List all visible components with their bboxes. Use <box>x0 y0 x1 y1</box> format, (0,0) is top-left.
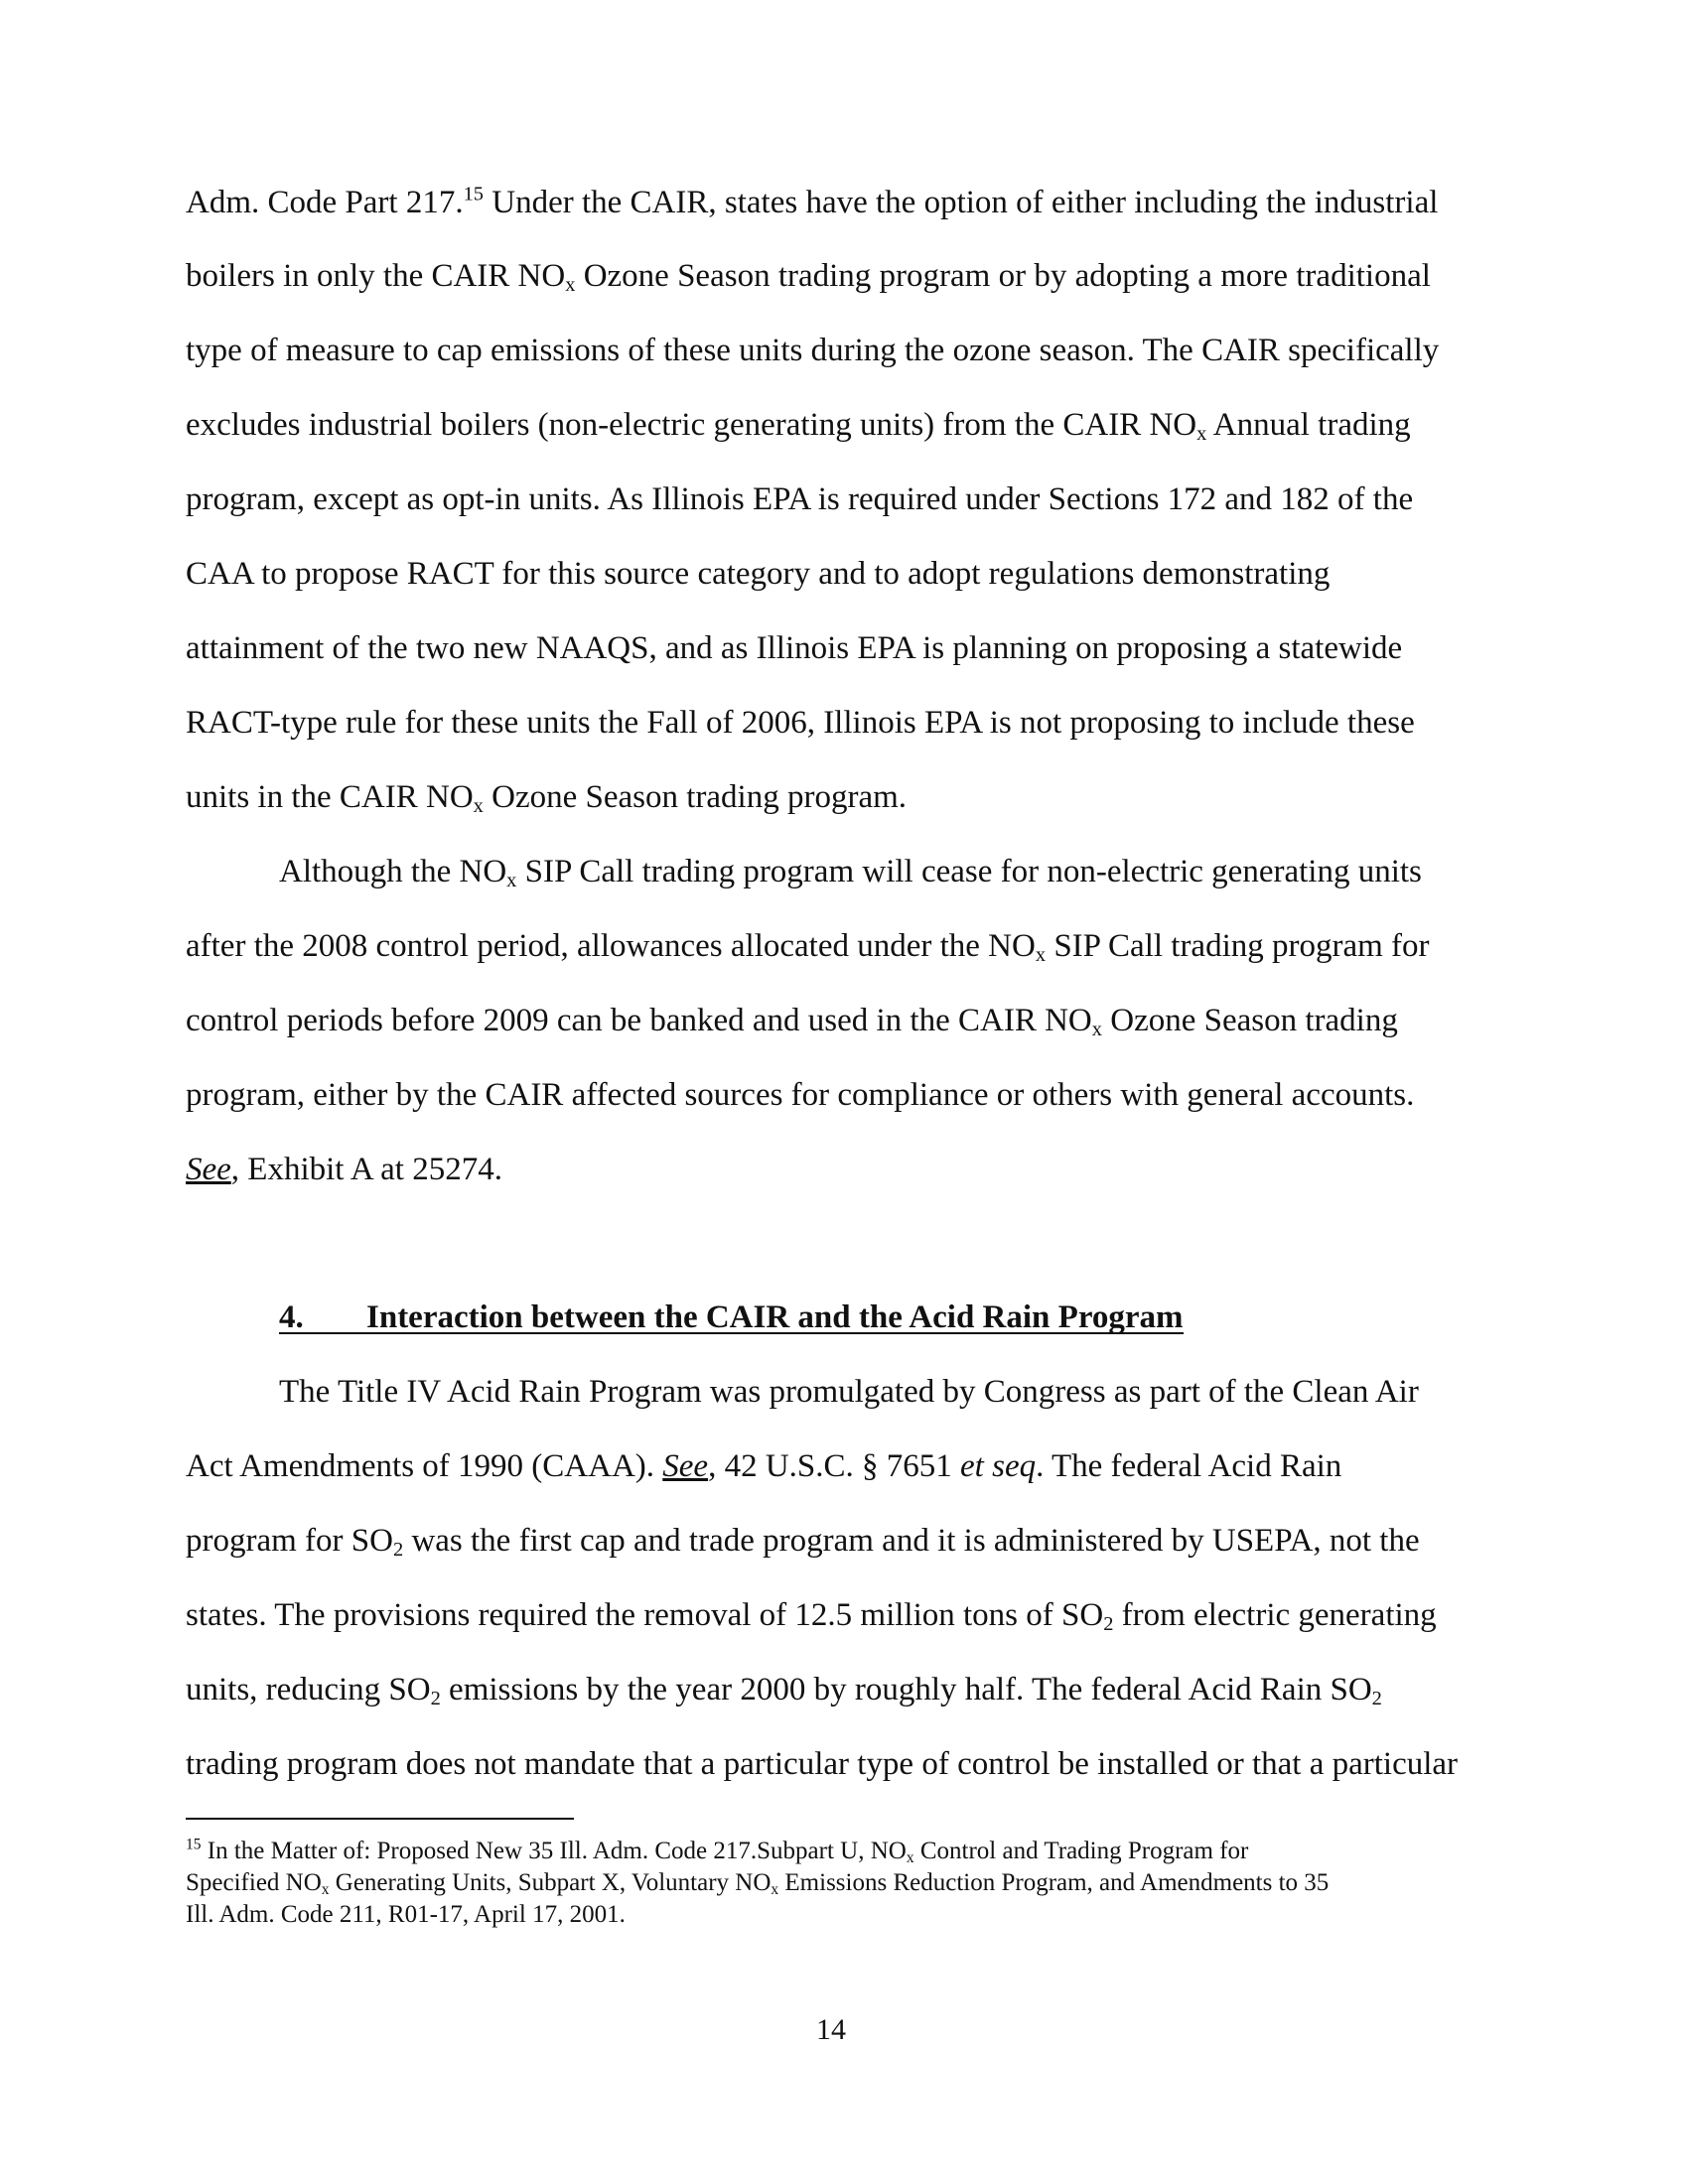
text-line: attainment of the two new NAAQS, and as Illinois EPA is planning on proposing a statewide <box>186 630 1403 666</box>
text-line: The Title IV Acid Rain Program was promulgated by Congress as part of the Clean Air <box>279 1374 1419 1410</box>
text-line: Adm. Code Part 217.15 Under the CAIR, states have the option of either including the industrial <box>186 183 1439 220</box>
footnote-line: Specified $NO_x$ Generating Units, Subpart X, Voluntary $NO_x$ Emissions Reduction Program, and Amendments to 35 <box>186 1869 1330 1898</box>
text-line: Although the $NO_x$ SIP Call trading program will cease for non-electric generating units <box>279 854 1422 892</box>
text-line: program, either by the CAIR affected sources for compliance or others with general accounts. <box>186 1077 1415 1113</box>
text-line: type of measure to cap emissions of these units during the ozone season. The CAIR specifically <box>186 333 1440 368</box>
text-line: program, except as opt-in units. As Illinois EPA is required under Sections 172 and 182 of the <box>186 481 1414 517</box>
see-signal: See <box>662 1448 709 1484</box>
text-line: units, reducing $SO_2$ emissions by the year 2000 by roughly half. The federal Acid Rain $SO_2$ <box>186 1672 1382 1710</box>
section-number: 4. <box>279 1299 304 1335</box>
footnote-mark: 15 <box>186 1836 202 1853</box>
text-line: boilers in only the CAIR $NO_x$ Ozone Season trading program or by adopting a more traditional <box>186 258 1431 297</box>
see-signal: See <box>186 1152 231 1187</box>
text-line: after the 2008 control period, allowances allocated under the $NO_x$ SIP Call trading program for <box>186 928 1430 967</box>
section-title: Interaction between the CAIR and the Acid Rain Program <box>366 1299 1184 1335</box>
footnote-reference: 15 <box>463 183 485 205</box>
text-line: RACT-type rule for these units the Fall of 2006, Illinois EPA is not proposing to include these <box>186 705 1415 741</box>
text-line: units in the CAIR $NO_x$ Ozone Season trading program. <box>186 779 908 818</box>
page-number: 14 <box>816 2013 846 2046</box>
heading-underline <box>279 1332 1184 1334</box>
text-line: excludes industrial boilers (non-electric generating units) from the CAIR $NO_x$ Annual trading <box>186 407 1411 446</box>
text-line: See, Exhibit A at 25274. <box>186 1152 502 1187</box>
section-heading <box>279 1297 1184 1337</box>
text-line: trading program does not mandate that a particular type of control be installed or that a particular <box>186 1746 1459 1782</box>
text-line: control periods before 2009 can be banked and used in the CAIR $NO_x$ Ozone Season trading <box>186 1003 1398 1041</box>
text-line: program for $SO_2$ was the first cap and trade program and it is administered by USEPA, not the <box>186 1523 1420 1562</box>
footnote-divider <box>186 1818 574 1820</box>
text-line: states. The provisions required the removal of 12.5 million tons of $SO_2$ from electric generating <box>186 1597 1437 1636</box>
text-line: Act Amendments of 1990 (CAAA). See, 42 U.S.C. § 7651 et seq. The federal Acid Rain <box>186 1448 1342 1484</box>
text-line: CAA to propose RACT for this source category and to adopt regulations demonstrating <box>186 556 1331 592</box>
footnote-line: Ill. Adm. Code 211, R01-17, April 17, 2001. <box>186 1901 626 1928</box>
footnote-line: $^{15}$ In the Matter of: Proposed New 35 Ill. Adm. Code 217.Subpart U, $NO_x$ Control and Trading Program for <box>186 1836 1249 1866</box>
